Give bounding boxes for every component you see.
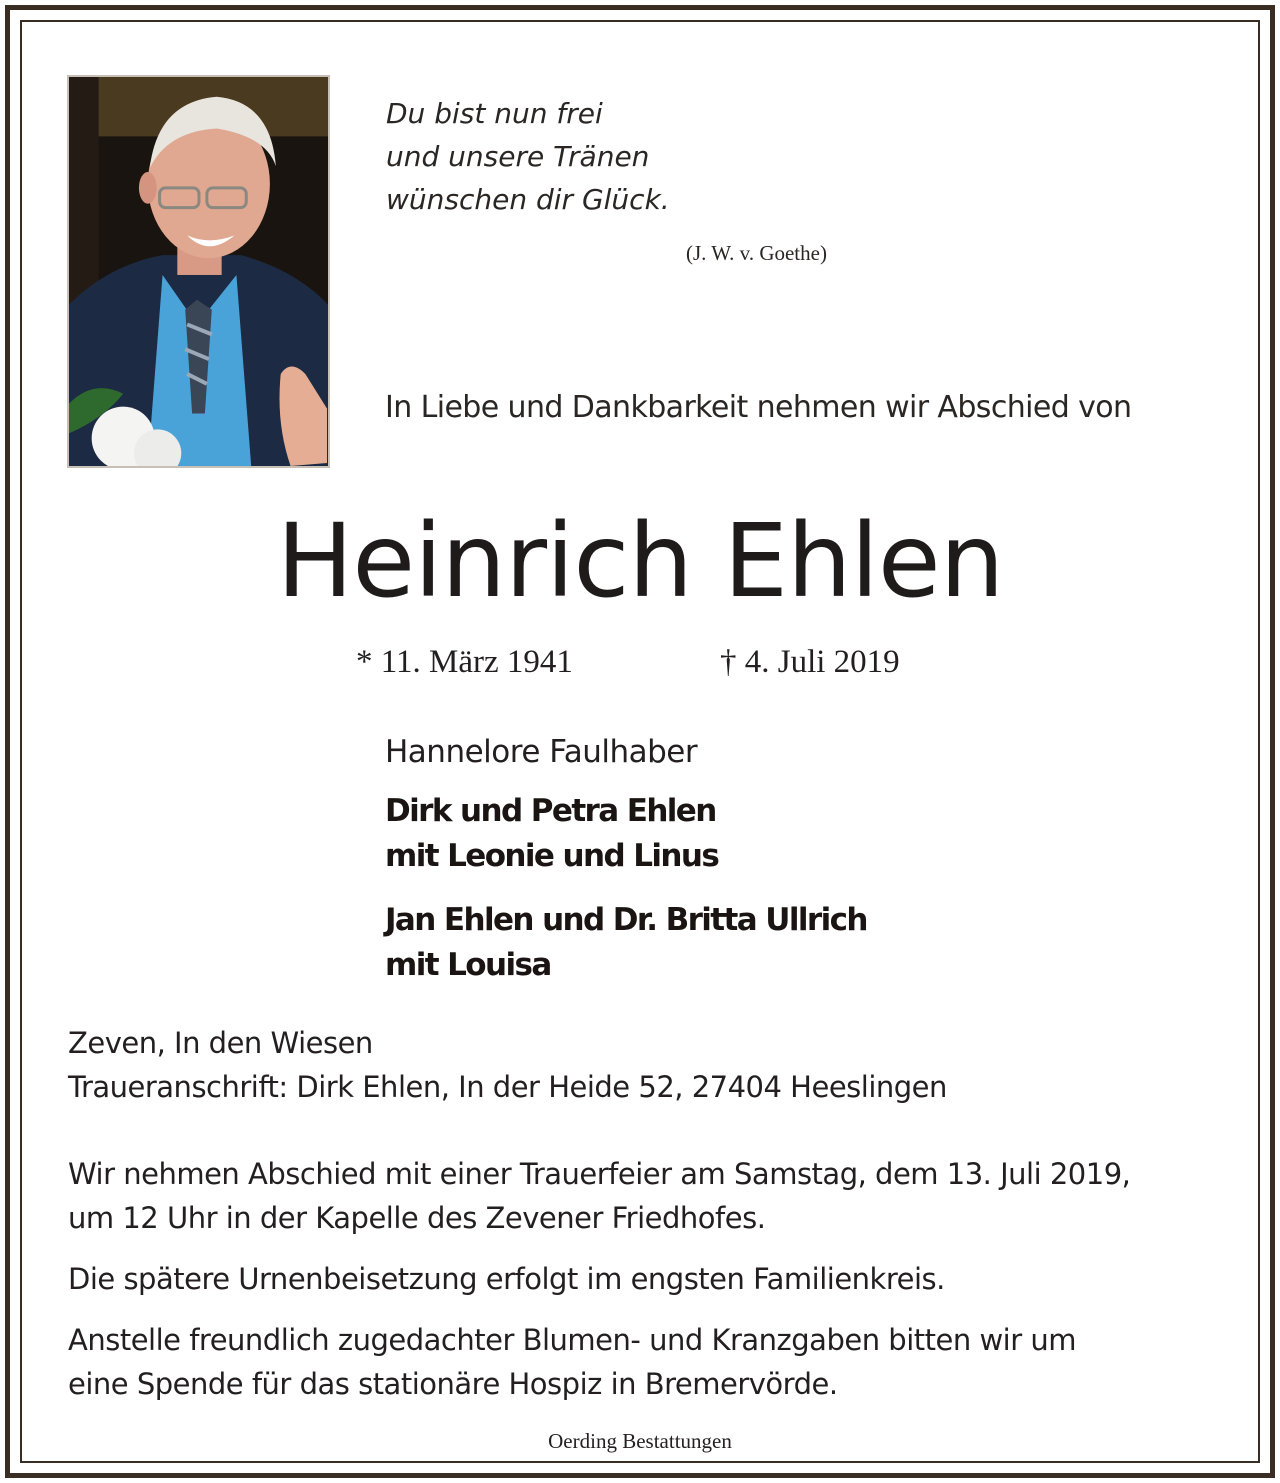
intro-text: In Liebe und Dankbarkeit nehmen wir Abschied von [385,390,1132,425]
ceremony-line: um 12 Uhr in der Kapelle des Zevener Friedhofes. [68,1201,766,1235]
family-line: Jan Ehlen und Dr. Britta Ullrich [385,902,867,938]
quote-line: und unsere Tränen [386,140,650,173]
address-line: Zeven, In den Wiesen [68,1026,373,1060]
quote-author: (J. W. v. Goethe) [686,241,827,265]
family-line: mit Leonie und Linus [385,838,719,874]
portrait-photo [67,75,330,468]
ceremony-notice [68,1152,1130,1240]
ceremony-line: Wir nehmen Abschied mit einer Trauerfeier am Samstag, dem 13. Juli 2019, [68,1157,1131,1191]
family-member-1: Hannelore Faulhaber [385,734,698,770]
family-member-2 [385,789,718,879]
family-member-3 [385,898,867,988]
poem-quote [386,92,670,221]
birth-date: * 11. März 1941 [356,644,573,680]
address-block [68,1021,947,1109]
undertaker-name: Oerding Bestattungen [548,1429,732,1453]
deceased-name: Heinrich Ehlen [276,502,1004,621]
donation-line: eine Spende für das stationäre Hospiz in Bremervörde. [68,1367,838,1401]
family-line: mit Louisa [385,947,551,983]
family-line: Dirk und Petra Ehlen [385,793,716,829]
donation-notice [68,1318,1076,1406]
urn-notice: Die spätere Urnenbeisetzung erfolgt im engsten Familienkreis. [68,1262,945,1296]
quote-line: Du bist nun frei [386,97,603,130]
donation-line: Anstelle freundlich zugedachter Blumen- und Kranzgaben bitten wir um [68,1323,1076,1357]
death-date: † 4. Juli 2019 [720,644,900,680]
address-line: Traueranschrift: Dirk Ehlen, In der Heide 52, 27404 Heeslingen [68,1070,947,1104]
quote-line: wünschen dir Glück. [386,183,670,216]
